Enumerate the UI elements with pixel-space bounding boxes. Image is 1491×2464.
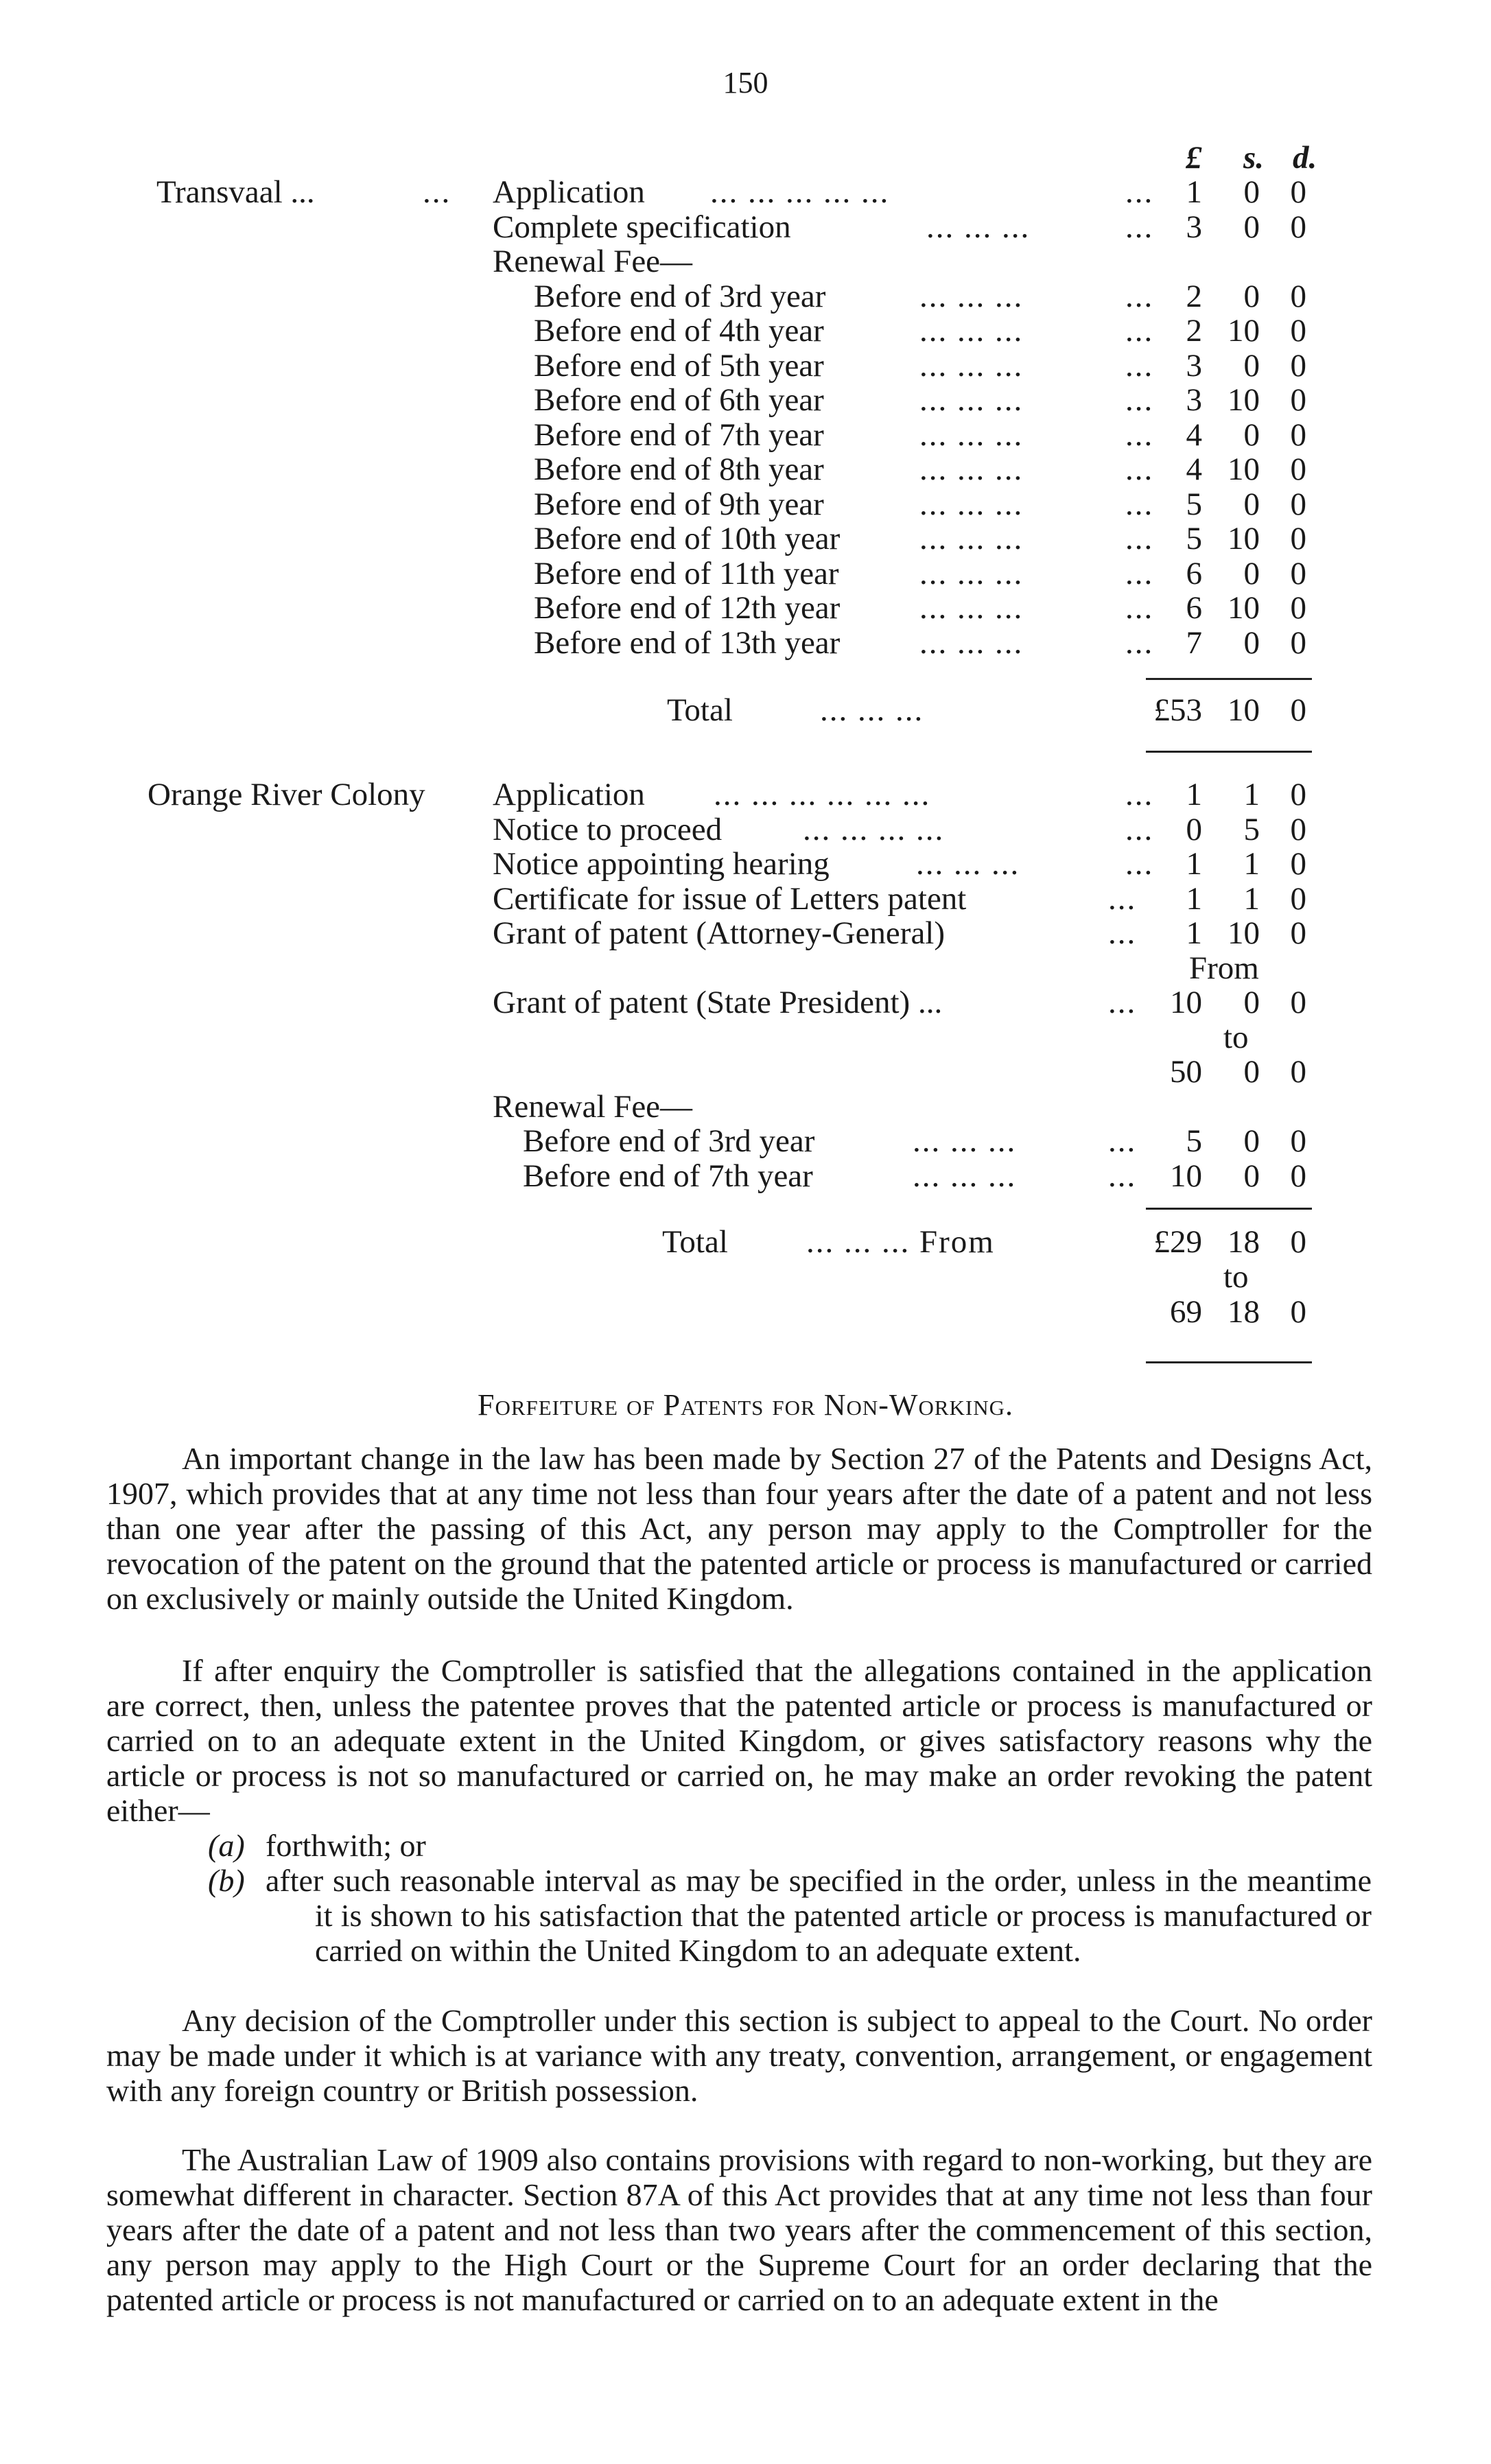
amount-shillings: 18	[1228, 1224, 1260, 1260]
fee-label: Grant of patent (Attorney-General)	[493, 915, 946, 951]
amount-pounds: 1	[1186, 880, 1202, 917]
leader-dots: ...	[1125, 416, 1154, 453]
leader-dots: ...	[1125, 777, 1154, 812]
amount-shillings: 10	[1228, 692, 1260, 728]
leader-dots: ...	[1125, 846, 1154, 882]
amount-pounds: 3	[1186, 382, 1202, 418]
leader-dots: ... ... ...	[913, 1158, 1017, 1194]
pounds-header: £	[1186, 140, 1202, 176]
amount-shillings: 0	[1243, 278, 1260, 314]
amount-pounds: 6	[1186, 590, 1202, 626]
renewal-label: Before end of 8th year	[534, 451, 824, 487]
amount-shillings: 10	[1228, 590, 1260, 626]
leader-dots: ... ... ...	[919, 624, 1024, 661]
amount-pence: 0	[1290, 846, 1306, 882]
amount-pounds: 10	[1170, 1158, 1202, 1194]
item-b-label: (b)	[208, 1863, 245, 1898]
fee-row	[0, 882, 1491, 916]
amount-shillings: 10	[1228, 451, 1260, 487]
to-word: to	[1223, 1019, 1249, 1055]
amount-pence: 0	[1290, 347, 1306, 384]
amount-pounds: 5	[1186, 1123, 1202, 1159]
leader-dots: ...	[1125, 278, 1154, 314]
amount-pounds: 5	[1186, 521, 1202, 556]
total-high-row	[0, 1295, 1491, 1329]
amount-pence: 0	[1290, 174, 1306, 210]
leader-dots: ...	[1125, 555, 1154, 591]
fee-row	[0, 812, 1491, 847]
section-heading: Forfeiture of Patents for Non-Working.	[477, 1388, 1014, 1422]
amount-pounds: £29	[1153, 1224, 1202, 1260]
amount-pounds: 7	[1186, 624, 1202, 661]
paragraph-4-text: The Australian Law of 1909 also contains provisions with regard to non-working, but they are somewhat different in character. Section 87A of this Act provides that at any time not less than four years after the date of a patent and not less than two years after the commencement of this section, any person may apply to the High Court or the Supreme Court for an order declaring that the patented article or process is not manufactured or carried on to an adequate extent in the	[106, 2142, 1372, 2317]
amount-pounds: 0	[1186, 811, 1202, 847]
total-label: Total	[667, 692, 733, 728]
leader-dots: ...	[1125, 209, 1154, 245]
amount-shillings: 10	[1228, 521, 1260, 556]
total-row	[0, 693, 1491, 727]
item-a-text: forthwith; or	[266, 1828, 426, 1863]
amount-pence: 0	[1290, 1158, 1306, 1194]
leader-dots: ... ... ...	[916, 846, 1020, 882]
renewal-row	[0, 591, 1491, 625]
amount-pence: 0	[1290, 521, 1306, 556]
grant-upper-row	[0, 1055, 1491, 1089]
leader-dots: ... ... ... ... ... ...	[714, 777, 931, 812]
renewal-label: Before end of 4th year	[534, 313, 824, 349]
amount-shillings: 10	[1228, 915, 1260, 951]
leader-dots: ...	[1108, 1123, 1137, 1159]
fee-label: Application	[493, 174, 645, 210]
amount-pence: 0	[1290, 416, 1306, 453]
amount-pence: 0	[1290, 278, 1306, 314]
fee-label: Notice appointing hearing	[493, 846, 830, 882]
total-rule-bottom	[1146, 751, 1312, 753]
amount-shillings: 1	[1243, 880, 1260, 917]
renewal-label: Before end of 9th year	[534, 486, 824, 522]
renewal-label: Before end of 10th year	[534, 521, 841, 556]
amount-pence: 0	[1290, 590, 1306, 626]
leader-dots: ...	[1125, 521, 1154, 556]
amount-shillings: 1	[1243, 777, 1260, 812]
amount-pounds: 50	[1170, 1054, 1202, 1090]
leader-dots: ...	[1125, 382, 1154, 418]
amount-pence: 0	[1290, 811, 1306, 847]
renewal-heading: Renewal Fee—	[493, 1088, 693, 1125]
leader-dots: ... ... ...	[820, 692, 924, 728]
total-label: Total	[662, 1224, 728, 1260]
column-headers	[0, 141, 1491, 175]
amount-pence: 0	[1290, 1294, 1306, 1330]
amount-pounds: 2	[1186, 313, 1202, 349]
leader-dots: ... ... ...	[919, 313, 1024, 349]
from-word: From	[1189, 950, 1259, 986]
amount-shillings: 1	[1243, 846, 1260, 882]
renewal-label: Before end of 6th year	[534, 382, 824, 418]
renewal-label: Before end of 5th year	[534, 347, 824, 384]
amount-pence: 0	[1290, 1123, 1306, 1159]
to-row	[0, 1020, 1491, 1055]
renewal-heading-row	[0, 244, 1491, 279]
leader-dots: ... ... ...	[919, 347, 1024, 384]
fee-label: Complete specification	[493, 209, 791, 245]
leader-dots: ... ... ...	[913, 1123, 1017, 1159]
fee-label: Grant of patent (State President) ...	[493, 985, 943, 1020]
paragraph-4	[106, 2142, 1372, 2317]
leader-dots: ...	[1108, 915, 1137, 951]
amount-shillings: 0	[1243, 985, 1260, 1020]
leader-dots: ...	[1125, 174, 1154, 210]
region-leader: ...	[423, 174, 451, 210]
amount-pounds: 1	[1186, 174, 1202, 210]
amount-shillings: 0	[1243, 174, 1260, 210]
renewal-label: Before end of 7th year	[534, 416, 824, 453]
amount-shillings: 0	[1243, 624, 1260, 661]
renewal-label: Before end of 3rd year	[534, 278, 826, 314]
amount-pounds: £53	[1153, 692, 1202, 728]
amount-pounds: 2	[1186, 278, 1202, 314]
fee-row	[0, 175, 1491, 209]
fee-row	[0, 210, 1491, 244]
amount-pounds: 10	[1170, 985, 1202, 1020]
renewal-label: Before end of 7th year	[523, 1158, 813, 1194]
amount-shillings: 0	[1243, 347, 1260, 384]
amount-pence: 0	[1290, 313, 1306, 349]
fee-row	[0, 777, 1491, 812]
amount-pounds: 3	[1186, 347, 1202, 384]
leader-dots: ...	[1125, 347, 1154, 384]
amount-pence: 0	[1290, 451, 1306, 487]
amount-pounds: 4	[1186, 416, 1202, 453]
paragraph-2	[106, 1653, 1372, 1828]
renewal-label: Before end of 3rd year	[523, 1123, 815, 1159]
leader-dots: ...	[1125, 451, 1154, 487]
pence-header: d.	[1293, 140, 1317, 176]
fee-label: Application	[493, 777, 645, 812]
amount-pence: 0	[1290, 692, 1306, 728]
amount-shillings: 10	[1228, 313, 1260, 349]
item-a-label: (a)	[208, 1828, 245, 1863]
leader-dots: ... ... ... ...	[803, 811, 945, 847]
amount-pounds: 6	[1186, 555, 1202, 591]
leader-dots: ...	[1125, 811, 1154, 847]
to-word: to	[1223, 1259, 1249, 1295]
fee-row	[0, 916, 1491, 950]
amount-shillings: 0	[1243, 555, 1260, 591]
renewal-row	[0, 452, 1491, 486]
paragraph-2-text: If after enquiry the Comptroller is satisfied that the allegations contained in the application are correct, then, unless the patentee proves that the patented article or process is manufactured or carried on to an adequate extent in the United Kingdom, or gives satisfactory reasons why the article or process is not so manufactured or carried on, he may make an order revoking the patent either—	[106, 1653, 1372, 1828]
amount-pounds: 5	[1186, 486, 1202, 522]
renewal-heading-row	[0, 1090, 1491, 1124]
renewal-label: Before end of 12th year	[534, 590, 841, 626]
leader-dots: ... ... ...	[919, 486, 1024, 522]
leader-dots: ... ... ...	[919, 590, 1024, 626]
paragraph-3-text: Any decision of the Comptroller under this section is subject to appeal to the Court. No order may be made under it which is at variance with any treaty, convention, arrangement, or engagement with any foreign country or British possession.	[106, 2003, 1372, 2108]
fee-label: Notice to proceed	[493, 811, 723, 847]
total-row	[0, 1225, 1491, 1259]
amount-pounds: 69	[1170, 1294, 1202, 1330]
amount-shillings: 0	[1243, 209, 1260, 245]
amount-shillings: 0	[1243, 416, 1260, 453]
amount-pence: 0	[1290, 915, 1306, 951]
renewal-row	[0, 349, 1491, 383]
fee-row	[0, 847, 1491, 881]
leader-dots: ... ... ...	[926, 209, 1031, 245]
amount-pence: 0	[1290, 1224, 1306, 1260]
leader-dots: ... ... ...	[919, 451, 1024, 487]
leader-dots: ...	[1125, 590, 1154, 626]
leader-dots: ... ... ... From	[806, 1224, 995, 1260]
amount-pence: 0	[1290, 1054, 1306, 1090]
amount-shillings: 0	[1243, 1123, 1260, 1159]
amount-pounds: 1	[1186, 915, 1202, 951]
renewal-row	[0, 1124, 1491, 1158]
leader-dots: ...	[1125, 624, 1154, 661]
item-b-text: after such reasonable interval as may be specified in the order, unless in the meantime it is shown to his satisfaction that the patented article or process is manufactured or carried on within the United Kingdom to an adequate extent.	[266, 1863, 1372, 1968]
shillings-header: s.	[1243, 140, 1265, 176]
grant-president-row	[0, 985, 1491, 1020]
leader-dots: ...	[1125, 486, 1154, 522]
page-number: 150	[723, 66, 768, 99]
amount-pence: 0	[1290, 382, 1306, 418]
renewal-row	[0, 1159, 1491, 1193]
leader-dots: ... ... ...	[919, 521, 1024, 556]
amount-shillings: 18	[1228, 1294, 1260, 1330]
fee-label: Certificate for issue of Letters patent	[493, 880, 967, 917]
renewal-row	[0, 521, 1491, 556]
renewal-row	[0, 418, 1491, 452]
renewal-label: Before end of 13th year	[534, 624, 841, 661]
renewal-row	[0, 626, 1491, 660]
amount-pounds: 3	[1186, 209, 1202, 245]
amount-pence: 0	[1290, 209, 1306, 245]
total-rule-top	[1146, 678, 1312, 680]
amount-shillings: 0	[1243, 1158, 1260, 1194]
leader-dots: ... ... ...	[919, 382, 1024, 418]
amount-pence: 0	[1290, 486, 1306, 522]
leader-dots: ... ... ...	[919, 416, 1024, 453]
leader-dots: ...	[1108, 880, 1137, 917]
leader-dots: ...	[1108, 985, 1137, 1020]
amount-pounds: 1	[1186, 846, 1202, 882]
amount-shillings: 0	[1243, 486, 1260, 522]
leader-dots: ... ... ...	[919, 278, 1024, 314]
total-rule-bottom	[1146, 1361, 1312, 1363]
leader-dots: ...	[1125, 313, 1154, 349]
renewal-heading: Renewal Fee—	[493, 244, 693, 279]
renewal-row	[0, 383, 1491, 417]
amount-shillings: 0	[1243, 1054, 1260, 1090]
amount-pence: 0	[1290, 777, 1306, 812]
amount-pence: 0	[1290, 555, 1306, 591]
amount-pence: 0	[1290, 880, 1306, 917]
amount-pence: 0	[1290, 624, 1306, 661]
amount-shillings: 5	[1243, 811, 1260, 847]
total-rule-top	[1146, 1208, 1312, 1210]
to-row	[0, 1260, 1491, 1294]
region-label: Transvaal ...	[156, 174, 315, 210]
leader-dots: ...	[1108, 1158, 1137, 1194]
renewal-label: Before end of 11th year	[534, 555, 839, 591]
amount-pounds: 1	[1186, 777, 1202, 812]
amount-pence: 0	[1290, 985, 1306, 1020]
renewal-row	[0, 279, 1491, 314]
from-row	[0, 951, 1491, 985]
renewal-row	[0, 556, 1491, 591]
renewal-row	[0, 487, 1491, 521]
paragraph-1-text: An important change in the law has been made by Section 27 of the Patents and Designs Act, 1907, which provides that at any time not less than four years after the date of a patent and not less than one year after the passing of this Act, any person may apply to the Comptroller for the revocation of the patent on the ground that the patented article or process is manufactured or carried on exclusively or mainly outside the United Kingdom.	[106, 1441, 1372, 1616]
paragraph-1	[106, 1441, 1372, 1616]
leader-dots: ... ... ... ... ...	[710, 174, 890, 210]
renewal-row	[0, 314, 1491, 348]
paragraph-3	[106, 2003, 1372, 2108]
region-label: Orange River Colony	[148, 777, 425, 812]
amount-pounds: 4	[1186, 451, 1202, 487]
leader-dots: ... ... ...	[919, 555, 1024, 591]
amount-shillings: 10	[1228, 382, 1260, 418]
